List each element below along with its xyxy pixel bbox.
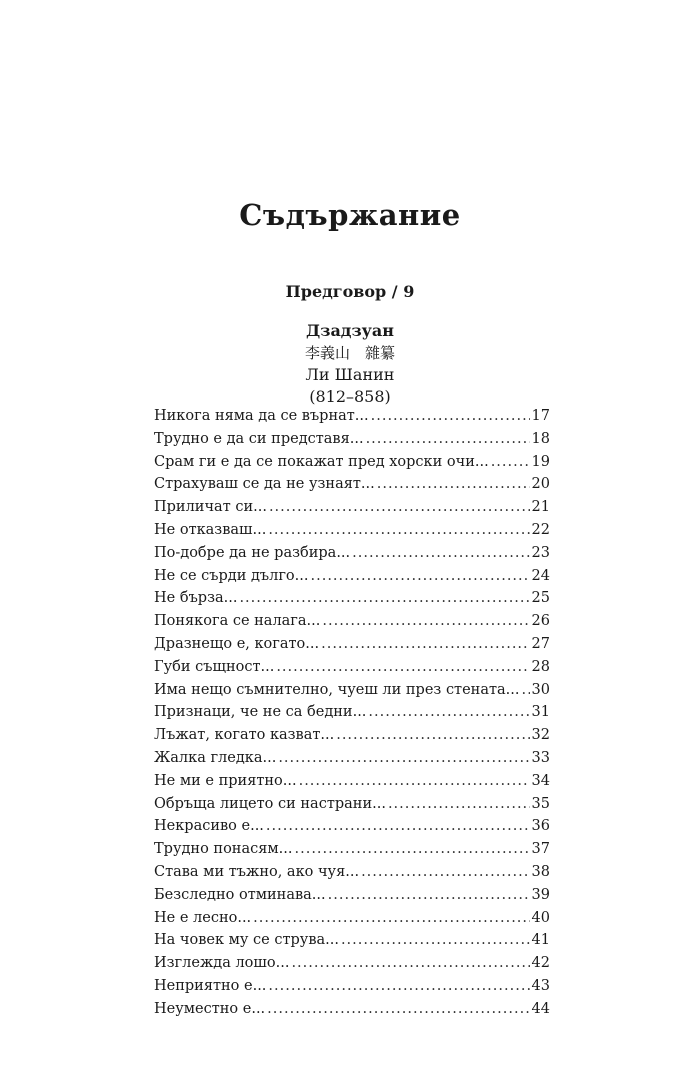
toc-entry-page-number: 21 [531, 499, 550, 516]
toc-entry-page-number: 26 [531, 613, 550, 630]
toc-entry [154, 773, 550, 796]
toc-entry [154, 499, 550, 522]
toc-entry-page-number: 42 [531, 955, 550, 972]
toc-dot-leader [321, 636, 529, 652]
toc-dot-leader [336, 727, 529, 743]
toc-entry-title: Дразнещо е, когато... [154, 635, 320, 652]
toc-dot-leader [268, 978, 529, 994]
toc-dot-leader [253, 910, 529, 926]
toc-dot-leader [291, 955, 529, 971]
toc-entry [154, 818, 550, 841]
toc-entry-title: По-добре да не разбира... [154, 544, 351, 561]
toc-entry [154, 750, 550, 773]
toc-entry [154, 613, 550, 636]
toc-entry [154, 1001, 550, 1024]
toc-entry-title: На човек му се струва... [154, 932, 339, 949]
toc-entry-page-number: 18 [531, 430, 550, 447]
toc-entry-page-number: 23 [531, 544, 550, 561]
toc-dot-leader [267, 1001, 529, 1017]
toc-entry [154, 932, 550, 955]
toc-dot-leader [268, 522, 529, 538]
toc-entry [154, 454, 550, 477]
toc-entry-title: Признаци, че не са бедни... [154, 704, 367, 721]
section-title: Дзадзуан [306, 321, 394, 340]
toc-entry-title: Обръща лицето си настрани... [154, 795, 386, 812]
toc-entry-title: Не се сърди дълго... [154, 567, 309, 584]
toc-entry-title: Никога няма да се върнат... [154, 408, 369, 424]
toc-entry-title: Страхуваш се да не узнаят... [154, 476, 375, 493]
toc-entry [154, 476, 550, 499]
toc-entry [154, 408, 550, 431]
toc-entry [154, 522, 550, 545]
toc-dot-leader [521, 682, 529, 698]
preface-entry: Предговор / 9 [285, 282, 415, 301]
toc-dot-leader [361, 864, 529, 880]
toc-dot-leader [366, 431, 530, 447]
toc-entry-page-number: 24 [531, 567, 550, 584]
toc-entry-page-number: 38 [531, 863, 550, 880]
toc-entry-title: Не бърза... [154, 590, 238, 607]
toc-entry-title: Трудно понасям... [154, 841, 293, 858]
toc-entry [154, 682, 550, 705]
toc-dot-leader [328, 887, 530, 903]
toc-entry-page-number: 28 [531, 658, 550, 675]
toc-entry-page-number: 41 [531, 932, 550, 949]
toc-entry-page-number: 22 [531, 521, 550, 538]
toc-entry-title: Трудно е да си представя... [154, 430, 364, 447]
section-author: Ли Шанин [305, 365, 395, 384]
toc-entry-page-number: 20 [531, 476, 550, 493]
toc-entry [154, 545, 550, 568]
toc-entry-title: Некрасиво е... [154, 818, 264, 835]
section-author-years: (812–858) [309, 387, 391, 406]
toc-dot-leader [371, 408, 530, 424]
toc-entry-title: Безследно отминава... [154, 886, 326, 903]
toc-entry-page-number: 25 [531, 590, 550, 607]
toc-entry-page-number: 35 [531, 795, 550, 812]
toc-entry-page-number: 33 [531, 749, 550, 766]
toc-entry [154, 568, 550, 591]
toc-entry-title: Понякога се налага... [154, 613, 321, 630]
toc-entry-page-number: 27 [531, 635, 550, 652]
toc-dot-leader [368, 704, 529, 720]
toc-entry-title: Приличат си... [154, 499, 267, 516]
toc-dot-leader [491, 454, 530, 470]
toc-entry-page-number: 37 [531, 841, 550, 858]
toc-entry [154, 978, 550, 1001]
toc-entry [154, 910, 550, 933]
toc-entry-title: Не ми е приятно... [154, 772, 297, 789]
toc-entry-page-number: 17 [531, 408, 550, 424]
toc-entry [154, 887, 550, 910]
toc-entry [154, 955, 550, 978]
toc-entry [154, 864, 550, 887]
toc-entry [154, 704, 550, 727]
toc-dot-leader [352, 545, 529, 561]
toc-dot-leader [278, 750, 529, 766]
toc-entry-page-number: 44 [531, 1000, 550, 1017]
toc-entry-page-number: 30 [531, 681, 550, 698]
toc-entry-page-number: 34 [531, 772, 550, 789]
toc-dot-leader [341, 932, 530, 948]
toc-entry-page-number: 32 [531, 727, 550, 744]
toc-entry-title: Става ми тъжно, ако чуя... [154, 863, 360, 880]
toc-entry-page-number: 31 [531, 704, 550, 721]
toc-entry-title: Не е лесно... [154, 909, 252, 926]
table-of-contents [154, 408, 550, 1024]
toc-entry-title: Има нещо съмнително, чуеш ли през стената... [154, 681, 520, 698]
toc-dot-leader [239, 590, 529, 606]
toc-entry-title: Не отказваш... [154, 521, 267, 538]
toc-entry [154, 659, 550, 682]
toc-entry-title: Лъжат, когато казват... [154, 727, 335, 744]
toc-entry [154, 796, 550, 819]
toc-dot-leader [311, 568, 530, 584]
toc-entry [154, 727, 550, 750]
toc-entry-page-number: 19 [531, 453, 550, 470]
toc-entry-title: Срам ги е да се покажат пред хорски очи... [154, 453, 489, 470]
toc-dot-leader [322, 613, 529, 629]
toc-dot-leader [299, 773, 530, 789]
toc-dot-leader [269, 499, 530, 515]
section-chinese-title: 李義山 雜纂 [304, 344, 395, 362]
toc-dot-leader [388, 796, 530, 812]
toc-entry [154, 636, 550, 659]
toc-entry-page-number: 39 [531, 886, 550, 903]
toc-dot-leader [377, 476, 530, 492]
toc-entry-title: Неприятно е... [154, 977, 267, 994]
toc-entry-page-number: 40 [531, 909, 550, 926]
page-title: Съдържание [239, 198, 461, 232]
toc-entry [154, 841, 550, 864]
toc-dot-leader [276, 659, 529, 675]
toc-entry [154, 590, 550, 613]
toc-entry-page-number: 36 [531, 818, 550, 835]
toc-entry-title: Губи същност... [154, 658, 275, 675]
toc-entry [154, 431, 550, 454]
toc-entry-title: Неуместно е... [154, 1000, 266, 1017]
toc-dot-leader [266, 818, 530, 834]
toc-entry-title: Изглежда лошо... [154, 955, 290, 972]
section-header [0, 320, 700, 408]
toc-dot-leader [295, 841, 530, 857]
toc-entry-title: Жалка гледка... [154, 749, 277, 766]
toc-entry-page-number: 43 [531, 977, 550, 994]
